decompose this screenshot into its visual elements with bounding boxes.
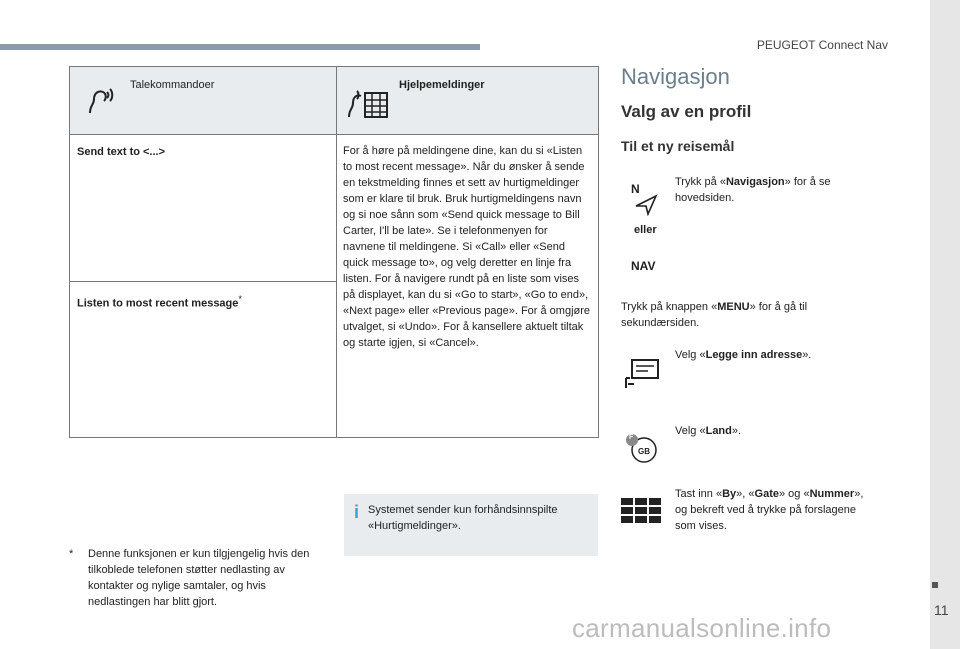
nav-button-label: NAV — [631, 259, 656, 273]
page-number: 11 — [934, 602, 949, 618]
footnote — [69, 546, 319, 610]
info-box — [344, 494, 598, 556]
command-cell-recent-message — [70, 281, 337, 437]
profile-title: Valg av en profil — [621, 102, 752, 121]
command-cell-send-text — [70, 135, 337, 281]
footnote-text: Denne funksjonen er kun tilgjengelig hvis den tilkoblede telefonen støtter nedlasting av kontakter og nylige samtaler, og hvis nedlastingen har blitt gjort. — [88, 548, 310, 608]
step-input-text: Tast inn «By», «Gate» og «Nummer», og bekreft ved å trykke på forslagene som vises. — [675, 488, 864, 532]
step-menu-text: Trykk på knappen «MENU» for å gå til sekundærsiden. — [621, 301, 808, 329]
footnote-star: * — [69, 548, 74, 560]
voice-command-icon — [84, 83, 118, 117]
step-address-text: Velg «Legge inn adresse». — [675, 349, 812, 361]
or-label: eller — [634, 224, 657, 236]
help-message-text: For å høre på meldingene dine, kan du si «Listen to most recent message». Når du ønsker å sende en tekstmelding finnes et sett av hurtigmeldinger som er klare til bruk. Bruk hurtigmeldingens navn og si noe sånn som «Send quick message to Bill Carter, I'll be late». Se i telefonmenyen for navnene til meldingene. Si «Call» eller «Send quick message to», og velg deretter en linje fra listen. For å navigere rundt på en liste som vises på displayet, kan du si «Go to start», «Go to end», «Next page» eller «Previous page». For å omgjøre utvalget, si «Undo». For å kansellere aktuelt tiltak og starte igjen, si «Cancel». — [337, 135, 599, 438]
voice-help-icon — [345, 83, 391, 121]
page-marker — [932, 582, 938, 588]
header-help-messages — [337, 67, 599, 135]
step-country-text: Velg «Land». — [675, 425, 742, 437]
navigation-arrow-icon — [634, 194, 658, 216]
command-send-text: Send text to <...> — [77, 146, 166, 159]
watermark: carmanualsonline.info — [572, 613, 832, 643]
nav-n-label: N — [631, 182, 640, 196]
voice-command-table — [69, 66, 599, 438]
header-voice-commands — [70, 67, 337, 135]
section-title: Navigasjon — [621, 64, 730, 89]
address-entry-icon — [624, 358, 662, 390]
keyboard-icon — [620, 497, 662, 525]
flag-gb-label: GB — [638, 447, 650, 456]
header-bar — [0, 44, 480, 50]
page-sidebar — [930, 0, 960, 649]
flag-f-label: F — [629, 434, 634, 441]
info-icon: i — [354, 502, 360, 522]
step-navigation-text: Trykk på «Navigasjon» for å se hovedsiden. — [675, 176, 831, 204]
header-help-label: Hjelpemeldinger — [399, 79, 485, 91]
command-listen-recent: Listen to most recent message* — [77, 293, 242, 310]
destination-title: Til et ny reisemål — [621, 138, 735, 154]
header-voice-label: Talekommandoer — [130, 79, 215, 91]
header-title: PEUGEOT Connect Nav — [756, 38, 888, 52]
info-text: Systemet sender kun forhåndsinnspilte «Hurtigmeldinger». — [368, 504, 558, 532]
